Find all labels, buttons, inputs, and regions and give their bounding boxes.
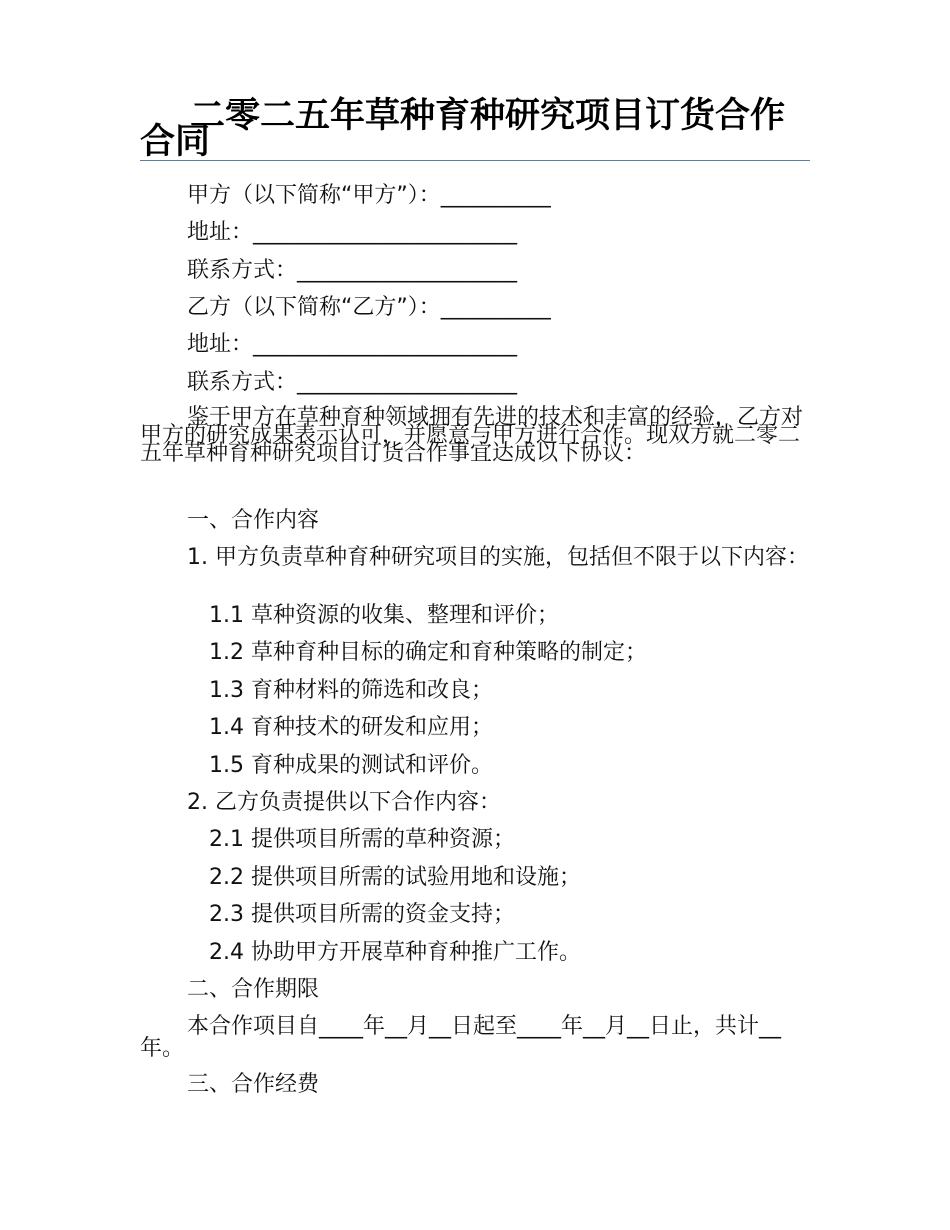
party-b-address: 地址：________________________ (187, 332, 518, 357)
item-2-1: 2.1 提供项目所需的草种资源； (209, 827, 515, 852)
item-1-4: 1.4 育种技术的研发和应用； (209, 715, 493, 740)
term-paragraph: 本合作项目自____年__月__日起至____年__月__日止，共计__年。 (140, 1014, 782, 1061)
item-2-2: 2.2 提供项目所需的试验用地和设施； (209, 865, 581, 890)
party-b-contact: 联系方式：____________________ (187, 370, 518, 395)
section-2-heading: 二、合作期限 (187, 977, 320, 1002)
party-a-address: 地址：________________________ (187, 220, 518, 245)
item-1: 1. 甲方负责草种育种研究项目的实施，包括但不限于以下内容： (187, 545, 809, 570)
item-2: 2. 乙方负责提供以下合作内容： (187, 790, 501, 815)
title-divider (140, 160, 810, 161)
section-3-heading: 三、合作经费 (187, 1072, 320, 1097)
section-1-heading: 一、合作内容 (187, 508, 320, 533)
item-1-1: 1.1 草种资源的收集、整理和评价； (209, 603, 559, 628)
party-a-line: 甲方（以下简称“甲方”）：__________ (187, 183, 551, 208)
item-2-3: 2.3 提供项目所需的资金支持； (209, 902, 515, 927)
document-title: 二零二五年草种育种研究项目订货合作合同 (140, 96, 786, 162)
item-1-2: 1.2 草种育种目标的确定和育种策略的制定； (209, 640, 647, 665)
party-a-contact: 联系方式：____________________ (187, 258, 518, 283)
party-b-line: 乙方（以下简称“乙方”）：__________ (187, 295, 551, 320)
item-1-3: 1.3 育种材料的筛选和改良； (209, 678, 493, 703)
item-1-5: 1.5 育种成果的测试和评价。 (209, 753, 493, 778)
preamble-paragraph: 鉴于甲方在草种育种领域拥有先进的技术和丰富的经验，乙方对甲方的研究成果表示认可，并愿意与甲方进行合作。现双方就二零二五年草种育种研究项目订货合作事宜达成以下协议： (140, 405, 804, 466)
item-2-4: 2.4 协助甲方开展草种育种推广工作。 (209, 940, 581, 965)
